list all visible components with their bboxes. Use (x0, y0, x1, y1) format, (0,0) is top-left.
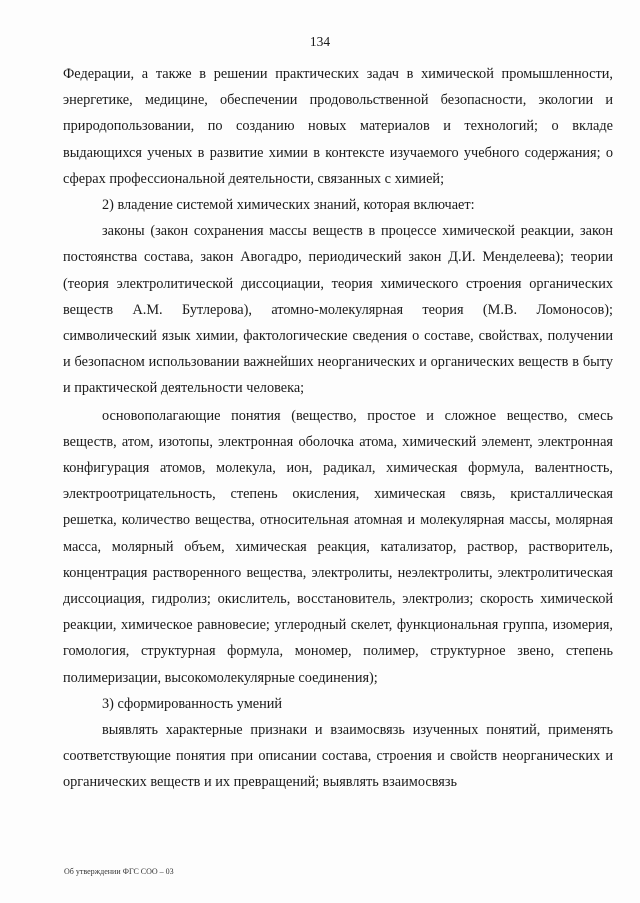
paragraph-fundamental-concepts: основополагающие понятия (вещество, простое и сложное вещество, смесь веществ, атом, изотопы, электронная оболочка атома, химический элемент, электронная конфигурация атомов, молекула, ион, радикал, химическая формула, валентность, электроотрицательность, степень окисления, химическая связь, кристаллическая решетка, количество вещества, относительная атомная и молекулярная массы, молярная масса, молярный объем, химическая реакция, катализатор, раствор, растворитель, концентрация растворенного вещества, электролиты, неэлектролиты, электролитическая диссоциация, гидролиз; окислитель, восстановитель, электролиз; скорость химической реакции, химическое равновесие; углеродный скелет, функциональная группа, изомерия, гомология, структурная формула, мономер, полимер, структурное звено, степень полимеризации, высокомолекулярные соединения); (63, 407, 613, 686)
footer-note: Об утверждении ФГС СОО – 03 (64, 867, 174, 876)
body-text (63, 61, 613, 796)
paragraph-item-3-heading: 3) сформированность умений (102, 695, 283, 712)
page-number: 134 (309, 34, 331, 49)
paragraph-skills: выявлять характерные признаки и взаимосвязь изученных понятий, применять соответствующие понятия при описании состава, строения и свойств неорганических и органических веществ и их превращений; выявлять взаимосвязь (63, 722, 613, 791)
paragraph-item-2-heading: 2) владение системой химических знаний, которая включает: (102, 197, 475, 214)
paragraph-laws-theories: законы (закон сохранения массы веществ в процессе химической реакции, закон постоянства состава, закон Авогадро, периодический закон Д.И. Менделеева); теории (теория электролитической диссоциации, теория химического строения органических веществ А.М. Бутлерова), атомно-молекулярная теория (М.В. Ломоносов); символический язык химии, фактологические сведения о составе, свойствах, получении и безопасном использовании важнейших неорганических и органических веществ в быту и практической деятельности человека; (63, 223, 613, 397)
paragraph-intro-continuation: Федерации, а также в решении практических задач в химической промышленности, энергетике, медицине, обеспечении продовольственной безопасности, экологии и природопользовании, по созданию новых материалов и технологий; о вкладе выдающихся ученых в развитие химии в контексте изучаемого учебного содержания; о сферах профессиональной деятельности, связанных с химией; (63, 66, 613, 187)
